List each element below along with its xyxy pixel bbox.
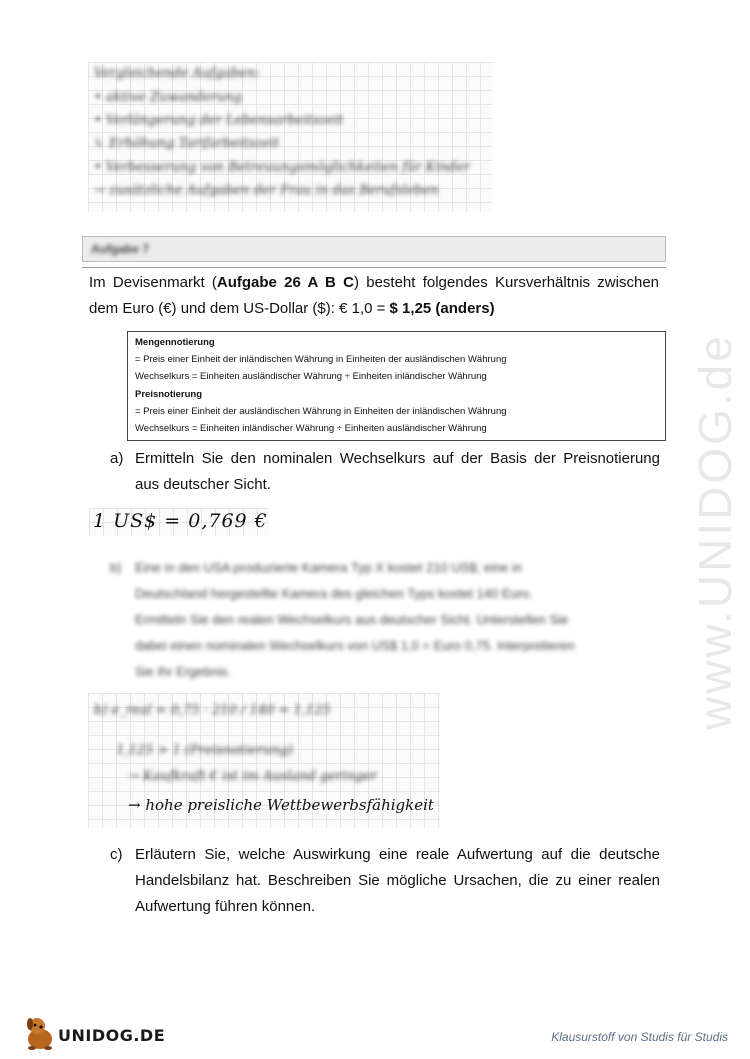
answer-b-line: b) e_real = 0,75 · 210 / 140 = 1,125: [94, 703, 331, 718]
hand-note-line: Vergleichende Aufgaben:: [94, 66, 260, 81]
logo-text: UNIDOG.DE: [58, 1026, 166, 1045]
hand-note-line: → zusätzliche Aufgaben der Frau in das Berufsleben: [94, 183, 439, 198]
question-c-line-1: Erläutern Sie, welche Auswirkung eine reale Aufwertung auf die deutsche: [135, 846, 660, 863]
task-divider: [82, 267, 666, 268]
question-c-letter: c): [110, 846, 123, 863]
mengennotierung-definition: = Preis einer Einheit der inländischen Währung in Einheiten der ausländischen Währung: [135, 354, 507, 365]
question-b-letter: b): [110, 560, 122, 575]
dog-mascot-icon: [22, 1012, 58, 1052]
definition-box: [127, 331, 666, 441]
question-a-line-1: Ermitteln Sie den nominalen Wechselkurs auf der Basis der Preisnotierung: [135, 450, 660, 467]
question-b-line: Sie Ihr Ergebnis.: [135, 664, 232, 679]
answer-a-text: 1 US$ = 0,769 €: [93, 510, 268, 532]
answer-b-line: → Kaufkraft € ist im Ausland geringer: [128, 769, 378, 784]
answer-b-line: 1,125 > 1 (Preisnotierung): [116, 743, 293, 758]
hand-note-line: • Verlängerung der Lebensarbeitszeit: [94, 113, 344, 128]
question-b-line: Ermitteln Sie den realen Wechselkurs aus deutscher Sicht. Unterstellen Sie: [135, 612, 569, 627]
question-b-line: dabei einen nominalen Wechselkurs von US$ 1,0 = Euro 0,75. Interpretieren: [135, 638, 575, 653]
task-header-label: Aufgabe 7: [91, 242, 150, 256]
intro-text: ) besteht folgendes Kursverhältnis zwischen: [353, 274, 660, 291]
intro-text: dem Euro (€) und dem US-Dollar ($): € 1,0 =: [89, 300, 390, 317]
intro-line-1: [89, 270, 659, 296]
hand-note-line: • Verbesserung von Betreuungsmöglichkeiten für Kinder: [94, 160, 471, 175]
question-a-letter: a): [110, 450, 124, 467]
footer-tagline: Klausurstoff von Studis für Studis: [551, 1030, 728, 1044]
answer-a-handwritten: [89, 508, 269, 536]
intro-task-ref: Aufgabe 26 A B C: [216, 274, 354, 291]
question-b-line: Eine in den USA produzierte Kamera Typ X kostet 210 US$; eine in: [135, 560, 523, 575]
question-b-line: Deutschland hergestellte Kamera des gleichen Typs kostet 140 Euro.: [135, 586, 533, 601]
unidog-logo: [22, 1012, 166, 1052]
answer-b-handwritten: [88, 693, 440, 828]
mengennotierung-formula: Wechselkurs = Einheiten ausländischer Währung ÷ Einheiten inländischer Währung: [135, 371, 487, 382]
task-header: [82, 236, 666, 262]
mengennotierung-title: Mengennotierung: [135, 337, 215, 348]
intro-text: Im Devisenmarkt (: [89, 274, 217, 291]
handwritten-notes-top: [88, 62, 493, 212]
watermark: www.UNIDOG.de: [689, 333, 741, 730]
preisnotierung-formula: Wechselkurs = Einheiten inländischer Währung ÷ Einheiten ausländischer Währung: [135, 423, 487, 434]
intro-line-2: [89, 296, 659, 322]
preisnotierung-title: Preisnotierung: [135, 389, 203, 400]
intro-exchange-rate: $ 1,25 (anders): [389, 300, 495, 317]
question-c-line-2: Handelsbilanz hat. Beschreiben Sie mögliche Ursachen, die zu einer realen: [135, 872, 660, 889]
answer-b-line: → hohe preisliche Wettbewerbsfähigkeit: [128, 796, 434, 814]
hand-note-line: • aktive Zuwanderung: [94, 90, 242, 105]
question-c-line-3: Aufwertung führen können.: [135, 898, 316, 915]
question-a-line-2: aus deutscher Sicht.: [135, 476, 271, 493]
preisnotierung-definition: = Preis einer Einheit der ausländischen Währung in Einheiten der inländischen Währung: [135, 406, 507, 417]
hand-note-line: ↳ Erhöhung Tarifarbeitszeit: [94, 136, 280, 151]
